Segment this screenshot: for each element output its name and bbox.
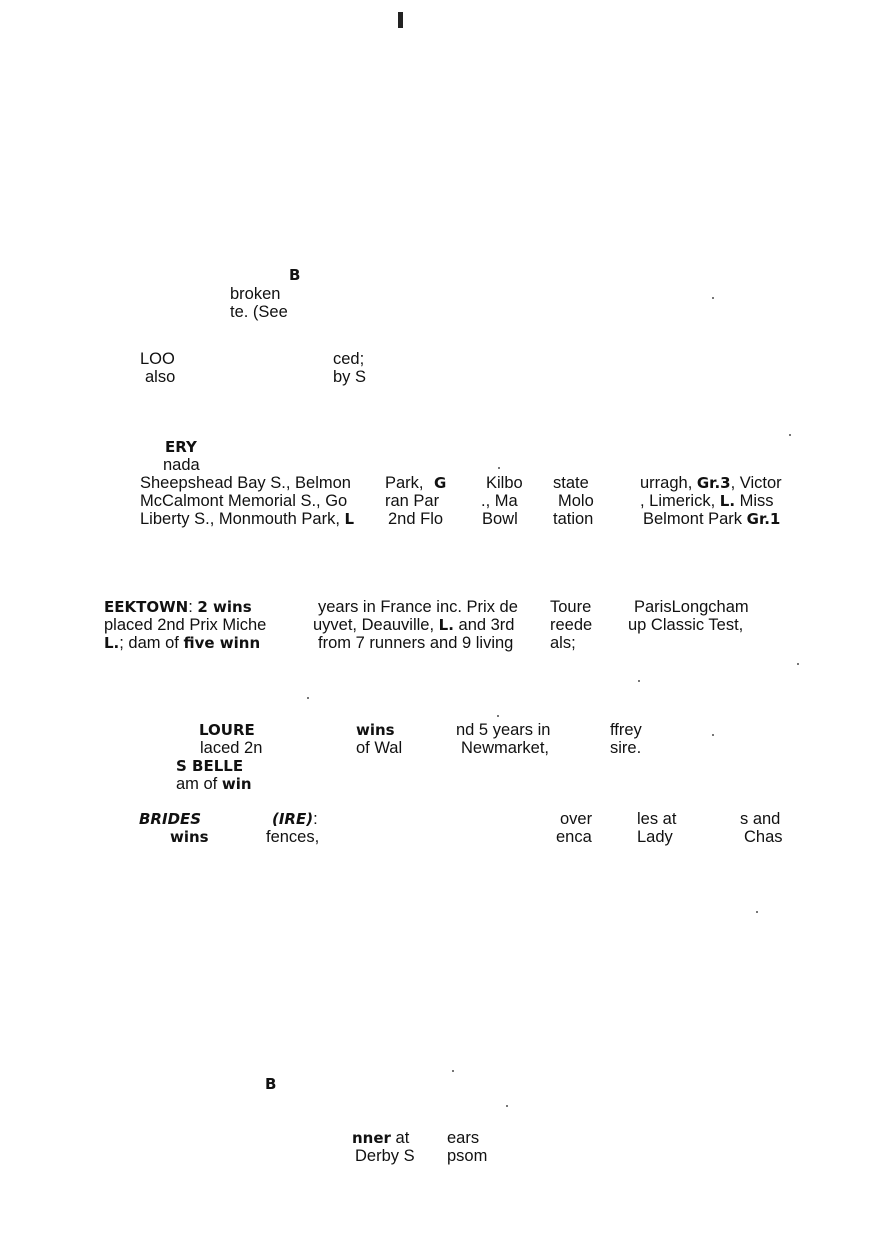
text-fragment: ran Par [385,492,440,510]
scan-speck [712,734,714,736]
text-fragment: Bowl [482,510,518,528]
grade-label: L. [719,492,736,510]
text-fragment: s and [740,810,781,828]
text-fragment: Kilbo [486,474,523,492]
scan-speck [638,680,640,682]
scan-speck [789,434,791,436]
text-fragment: reede [550,616,593,634]
horse-name-heading: S BELLE [176,757,244,775]
text-fragment: Derby S [355,1147,415,1165]
text-fragment: psom [447,1147,488,1165]
text-fragment: te. (See [230,303,288,321]
horse-name-heading: ERY [165,438,197,456]
text-fragment: broken [230,285,281,303]
text-fragment [313,616,514,634]
grade-label: Gr.1 [746,510,781,528]
text-fragment [140,510,354,528]
text-fragment: , Victor [730,474,782,492]
text-fragment: : [313,810,318,828]
text-fragment: Park, [385,474,424,492]
wins-count: 2 wins [197,598,252,616]
text-fragment: nada [163,456,200,474]
text-fragment: Toure [550,598,592,616]
scan-speck [498,467,500,469]
text-fragment: 2nd Flo [388,510,444,528]
winners-count: five winn [183,634,261,652]
heading-b: B [289,266,301,284]
text-fragment [352,1129,409,1147]
scan-speck [497,715,499,717]
text-fragment: am of [176,775,218,793]
text-fragment: fences, [266,828,320,846]
text-fragment: les at [637,810,677,828]
text-fragment [176,775,252,793]
text-fragment: urragh, [640,474,693,492]
grade-label: L. [104,634,120,652]
page-marker-bar [398,12,403,28]
text-fragment: laced 2n [200,739,263,757]
text-fragment: and 3rd [458,616,515,634]
text-fragment [643,510,780,528]
text-fragment: Newmarket, [461,739,550,757]
text-fragment: placed 2nd Prix Miche [104,616,267,634]
text-fragment: ced; [333,350,365,368]
horse-name-heading: BRIDES [139,810,202,828]
text-fragment [640,492,774,510]
text-fragment: ; dam of [119,634,179,652]
text-fragment: : [188,598,193,616]
text-fragment: ears [447,1129,480,1147]
horse-name-heading: LOURE [199,721,255,739]
text-fragment: LOO [140,350,175,368]
text-fragment: state [553,474,589,492]
text-fragment [272,810,318,828]
text-fragment: of Wal [356,739,403,757]
scan-speck [756,911,758,913]
heading-b: B [265,1075,277,1093]
text-fragment [104,634,260,652]
text-fragment: years in France inc. Prix de [318,598,518,616]
scan-speck [797,663,799,665]
text-fragment: nd 5 years in [456,721,551,739]
text-fragment: als; [550,634,576,652]
text-fragment: ., Ma [481,492,518,510]
text-fragment: Molo [558,492,594,510]
text-fragment: from 7 runners and 9 living [318,634,514,652]
text-fragment: Liberty S., Monmouth Park, [140,510,340,528]
grade-label: L. [438,616,454,634]
text-fragment: at [395,1129,410,1147]
text-fragment: tation [553,510,594,528]
text-fragment: ParisLongcham [634,598,749,616]
text-fragment: up Classic Test, [628,616,744,634]
winner-label: nner [352,1129,391,1147]
text-fragment: sire. [610,739,642,757]
wins-count: wins [170,828,209,846]
text-fragment: Miss [739,492,774,510]
horse-name-heading: EEKTOWN [104,598,189,616]
text-fragment: ffrey [610,721,642,739]
text-fragment: Lady [637,828,673,846]
scan-speck [452,1070,454,1072]
text-fragment: Chas [744,828,783,846]
text-fragment: also [145,368,176,386]
text-fragment: McCalmont Memorial S., Go [140,492,348,510]
text-fragment: uyvet, Deauville, [313,616,435,634]
text-fragment: enca [556,828,592,846]
text-fragment [104,598,252,616]
text-fragment: by S [333,368,367,386]
scan-speck [506,1105,508,1107]
text-fragment: Sheepshead Bay S., Belmon [140,474,351,492]
scan-speck [712,297,714,299]
grade-label: Gr.3 [696,474,731,492]
winners-count: win [221,775,252,793]
text-fragment: over [560,810,593,828]
text-fragment [640,474,782,492]
text-fragment: , Limerick, [640,492,716,510]
country-suffix: (IRE) [272,810,314,828]
scan-speck [307,697,309,699]
grade-label: G [434,474,447,492]
grade-label: L [344,510,355,528]
text-fragment: Belmont Park [643,510,743,528]
wins-count: wins [356,721,395,739]
